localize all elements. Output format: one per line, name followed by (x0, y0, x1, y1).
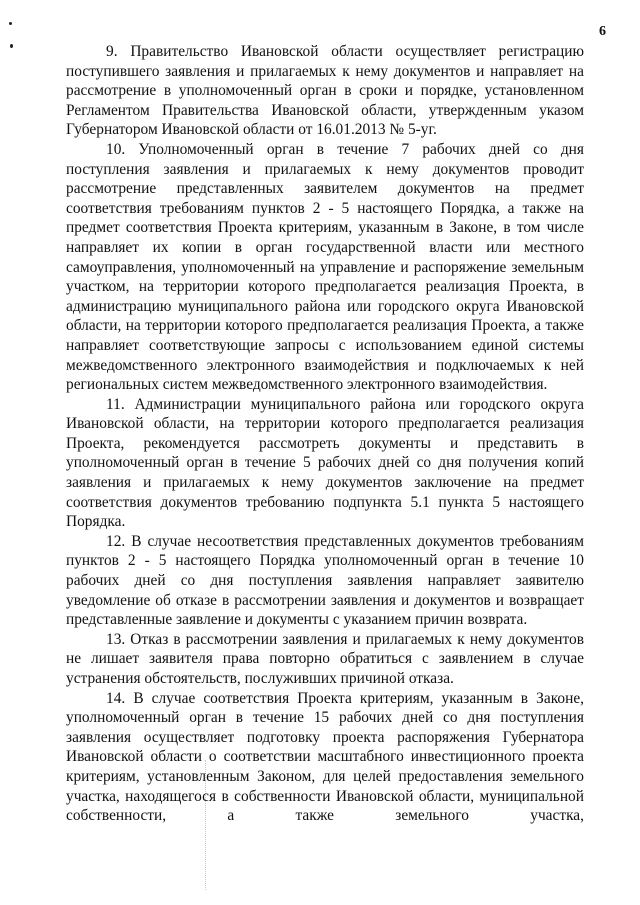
paragraph-11: 11. Администрации муниципального района или городского округа Ивановской области, на территории которого предполагается реализация Проекта, рекомендуется рассмотреть документы и представить в уполномоченный орган в течение 5 рабочих дней со дня получения копий заявления и прилагаемых к нему документов заключение на предмет соответствия документов требованию подпункта 5.1 пункта 5 настоящего Порядка. (66, 395, 584, 531)
document-body (66, 42, 584, 826)
page-number: 6 (599, 24, 606, 39)
paragraph-9: 9. Правительство Ивановской области осуществляет регистрацию поступившего заявления и прилагаемых к нему документов и направляет на рассмотрение в уполномоченный орган в сроки и порядке, установленном Регламентом Правительства Ивановской области, утвержденным указом Губернатором Ивановской области от 16.01.2013 № 5-уг. (66, 43, 584, 139)
scan-mark (9, 22, 12, 25)
paragraph-14: 14. В случае соответствия Проекта критериям, указанным в Законе, уполномоченный орган в течение 15 рабочих дней со дня поступления заявления осуществляет подготовку проекта распоряжения Губернатора Ивановской области о соответствии масштабного инвестиционного проекта критериям, установленным Законом, для целей предоставления земельного участка, находящегося в собственности Ивановской области, муниципальной собственности, а также земельного участка, (66, 689, 584, 825)
paragraph-13: 13. Отказ в рассмотрении заявления и прилагаемых к нему документов не лишает заявителя права повторно обратиться с заявлением в случае устранения обстоятельств, послуживших причиной отказа. (66, 630, 584, 687)
paragraph-12: 12. В случае несоответствия представленных документов требованиям пунктов 2 - 5 настоящего Порядка уполномоченный орган в течение 10 рабочих дней со дня поступления заявления направляет заявителю уведомление об отказе в рассмотрении заявления и документов и возвращает представленные заявление и документы с указанием причин возврата. (66, 532, 584, 629)
paragraph-10: 10. Уполномоченный орган в течение 7 рабочих дней со дня поступления заявления и прилагаемых к нему документов проводит рассмотрение представленных заявителем документов на предмет соответствия требованиям пунктов 2 - 5 настоящего Порядка, а также на предмет соответствия Проекта критериям, указанным в Законе, в том числе направляет их копии в орган государственной власти или местного самоуправления, уполномоченный на управление и распоряжение земельным участком, на территории которого предполагается реализация Проекта, в администрацию муниципального района или городского округа Ивановской области, на территории которого предполагается реализация Проекта, а также направляет соответствующие запросы с использованием единой системы межведомственного электронного взаимодействия и подключаемых к ней региональных систем межведомственного электронного взаимодействия. (66, 140, 584, 394)
scan-mark (10, 44, 13, 48)
